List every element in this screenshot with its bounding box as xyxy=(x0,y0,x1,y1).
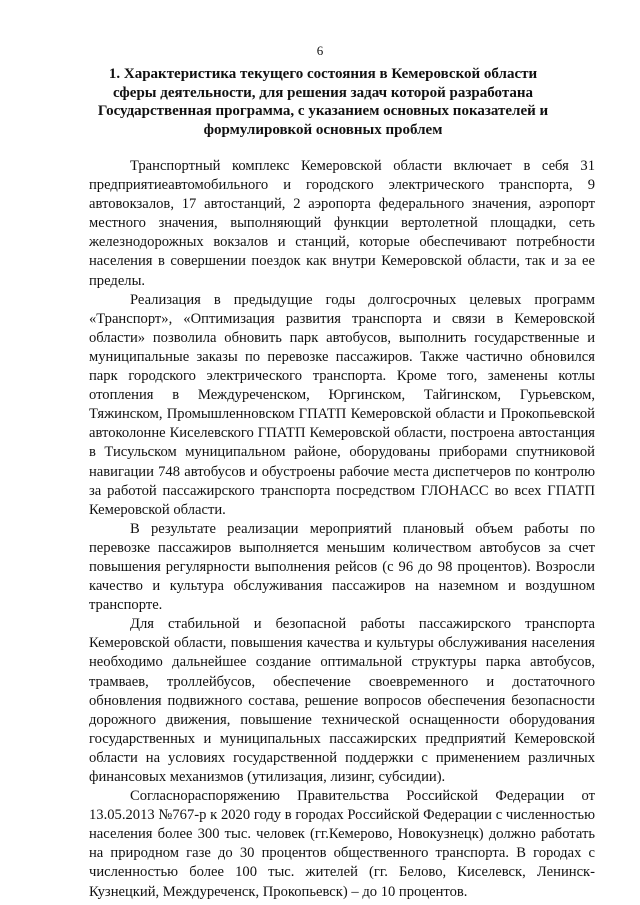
paragraph: Транспортный комплекс Кемеровской области включает в себя 31 предприятиеавтомобильного и городского электрического транспорта, 9 автовокзалов, 17 автостанций, 2 аэропорта федерального значения, аэропорт местного значения, выполняющий функции вертолетной площадки, сеть железнодорожных вокзалов и станций, которые обеспечивают потребности населения в совершении поездок как внутри Кемеровской области, так и за ее пределы. xyxy=(89,158,595,289)
section-heading: 1. Характеристика текущего состояния в Кемеровской области сферы деятельности, для решения задач которой разработана Государственная программа, с указанием основных показателей и формулировкой основных проблем xyxy=(97,66,549,138)
paragraph: Согласнораспоряжению Правительства Российской Федерации от 13.05.2013 №767-р к 2020 году в городах Российской Федерации с численностью населения более 300 тыс. человек (гг.Кемерово, Новокузнецк) должно работать на природном газе до 30 процентов общественного транспорта. В городах с численностью более 100 тыс. жителей (гг. Белово, Киселевск, Ленинск-Кузнецкий, Междуреченск, Прокопьевск) – до 10 процентов. xyxy=(89,788,595,900)
body-text xyxy=(89,157,595,902)
paragraph: В результате реализации мероприятий плановый объем работы по перевозке пассажиров выполняется меньшим количеством автобусов за счет повышения регулярности выполнения рейсов (с 96 до 98 процентов). Возросли качество и культура обслуживания пассажиров на наземном и воздушном транспорте. xyxy=(89,520,595,614)
paragraph: Реализация в предыдущие годы долгосрочных целевых программ «Транспорт», «Оптимизация развития транспорта и связи в Кемеровской области» позволила обновить парк автобусов, выполнить государственные и муниципальные заказы по перевозке пассажиров. Также частично обновился парк городского электрического транспорта. Кроме того, заменены котлы отопления в Междуреченском, Юргинском, Тайгинском, Гурьевском, Тяжинском, Промышленновском ГПАТП Кемеровской области и Прокопьевской автоколонне Киселевского ГПАТП Кемеровской области, построена автостанция в Тисульском муниципальном районе, оборудованы приборами спутниковой навигации 748 автобусов и обустроены рабочие места диспетчеров по контролю за работой пассажирского транспорта посредством ГЛОНАСС во всех ГПАТП Кемеровской области. xyxy=(89,291,595,518)
page-number: 6 xyxy=(316,43,324,58)
paragraph: Для стабильной и безопасной работы пассажирского транспорта Кемеровской области, повышения качества и культуры обслуживания населения необходимо дальнейшее создание оптимальной структуры парка автобусов, трамваев, троллейбусов, обеспечение своевременного и достаточного обновления подвижного состава, решение вопросов обеспечения безопасности дорожного движения, повышение технической оснащенности оборудования государственных и муниципальных пассажирских предприятий Кемеровской области на условиях государственной поддержки с применением различных финансовых механизмов (утилизация, лизинг, субсидии). xyxy=(89,616,595,785)
